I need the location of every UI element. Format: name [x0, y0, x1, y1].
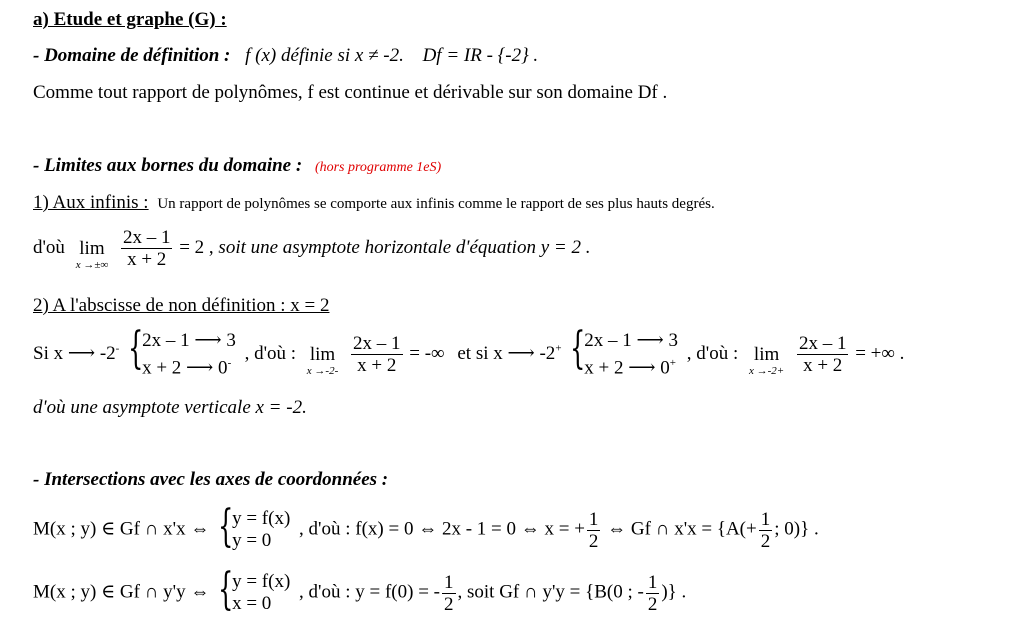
section-title: a) Etude et graphe (G) :	[33, 9, 227, 30]
sup: +	[669, 357, 676, 369]
system-xx	[218, 501, 291, 552]
limit-result: = 2 ,	[179, 236, 214, 258]
lim-subscript: x →-2+	[748, 364, 785, 377]
brace-icon: {	[128, 323, 144, 374]
brace-icon: {	[218, 564, 234, 615]
brace-icon: {	[218, 501, 234, 552]
asymptote-horizontal: soit une asymptote horizontale d'équation y = 2 .	[218, 236, 591, 258]
fraction-half	[442, 573, 456, 614]
asymptote-vertical: d'où une asymptote verticale x = -2.	[33, 397, 307, 418]
dou-colon: , d'où :	[686, 343, 739, 365]
sys-row	[584, 352, 678, 379]
domaine-set: Df = IR - {-2} .	[422, 45, 539, 66]
sys-row: y = f(x)	[232, 508, 291, 529]
limites-line	[33, 156, 441, 175]
numerator: 1	[647, 571, 658, 593]
lim-subscript: x →-2-	[306, 364, 339, 377]
fraction	[797, 334, 849, 375]
lim-infinity	[76, 239, 109, 271]
row2-right-b: )} .	[661, 581, 687, 603]
result-left: = -∞	[409, 343, 445, 365]
limites-heading: - Limites aux bornes du domaine :	[33, 155, 303, 176]
limit-infinity-line	[33, 228, 590, 269]
denominator: x + 2	[127, 249, 167, 270]
denominator: 2	[444, 593, 454, 615]
row2-right-a: , soit Gf ∩ y'y = {B(0 ; -	[457, 581, 644, 603]
intersections-heading: - Intersections avec les axes de coordonnées :	[33, 469, 389, 490]
numerator: 1	[588, 508, 599, 530]
limit-side-line	[33, 323, 905, 379]
fraction	[351, 334, 403, 375]
sup-plus: +	[555, 342, 562, 355]
intersection-xx-line	[33, 501, 819, 552]
sys-row: y = 0	[232, 530, 272, 551]
lim-word: lim	[79, 237, 105, 259]
dou-colon: , d'où :	[244, 343, 297, 365]
sys-text: x + 2 ⟶ 0	[142, 357, 228, 379]
continuity-text: Comme tout rapport de polynômes, f est continue et dérivable sur son domaine Df .	[33, 82, 668, 103]
lim-left	[307, 345, 338, 377]
result-right: = +∞ .	[855, 343, 905, 365]
infinis-text: Un rapport de polynômes se comporte aux infinis comme le rapport de ses plus hauts degrés.	[157, 196, 715, 212]
row1-mid: , d'où : f(x) = 0 ⇔ 2x - 1 = 0 ⇔ x = +	[299, 518, 585, 540]
limites-note: (hors programme 1eS)	[314, 160, 442, 175]
sys-row: 2x – 1 ⟶ 3	[142, 330, 236, 351]
lim-subscript: x →±∞	[75, 258, 109, 271]
numerator: 1	[760, 508, 771, 530]
infinis-line	[33, 193, 715, 212]
row1-right-b: ; 0)} .	[774, 518, 819, 540]
lim-word: lim	[309, 343, 336, 365]
abscisse-title: 2) A l'abscisse de non définition : x = 2	[33, 295, 330, 316]
fraction-half	[646, 573, 660, 614]
denominator: x + 2	[357, 355, 397, 377]
numerator: 2x – 1	[122, 227, 171, 248]
dou-label: d'où	[33, 236, 65, 258]
intersection-yy-line	[33, 564, 687, 615]
denominator: 2	[760, 530, 771, 552]
lim-right	[749, 345, 784, 377]
domaine-condition: f (x) définie si x ≠ -2.	[245, 45, 404, 66]
infinis-title: 1) Aux infinis :	[33, 192, 149, 213]
brace-icon: {	[570, 323, 586, 374]
sys-row: 2x – 1 ⟶ 3	[584, 330, 679, 351]
row1-right-a: ⇔ Gf ∩ x'x = {A(+	[607, 518, 757, 540]
denominator: x + 2	[803, 355, 843, 377]
sys-text: x + 2 ⟶ 0	[584, 357, 670, 379]
numerator: 2x – 1	[798, 333, 847, 355]
row2-mid: , d'où : y = f(0) = -	[299, 581, 440, 603]
fraction-half	[759, 510, 773, 551]
fraction-half	[587, 510, 601, 551]
et-si: et si x ⟶ -2	[457, 343, 556, 365]
sys-row: y = f(x)	[232, 571, 291, 592]
numerator: 2x – 1	[353, 333, 401, 355]
system-yy	[218, 564, 291, 615]
denominator: 2	[647, 593, 658, 615]
denominator: 2	[588, 530, 599, 552]
sup-minus: -	[115, 342, 120, 355]
system-right	[570, 323, 679, 379]
system-left	[128, 323, 236, 379]
lim-word: lim	[753, 343, 780, 365]
sup: -	[227, 357, 232, 369]
numerator: 1	[444, 571, 454, 593]
sys-row	[142, 352, 236, 379]
row2-left: M(x ; y) ∈ Gf ∩ y'y ⇔	[33, 581, 210, 603]
domaine-line	[33, 46, 538, 65]
fraction	[121, 228, 173, 269]
si-left: Si x ⟶ -2	[33, 343, 116, 365]
row1-left: M(x ; y) ∈ Gf ∩ x'x ⇔	[33, 518, 210, 540]
domaine-heading: - Domaine de définition :	[33, 45, 231, 66]
sys-row: x = 0	[232, 593, 272, 614]
